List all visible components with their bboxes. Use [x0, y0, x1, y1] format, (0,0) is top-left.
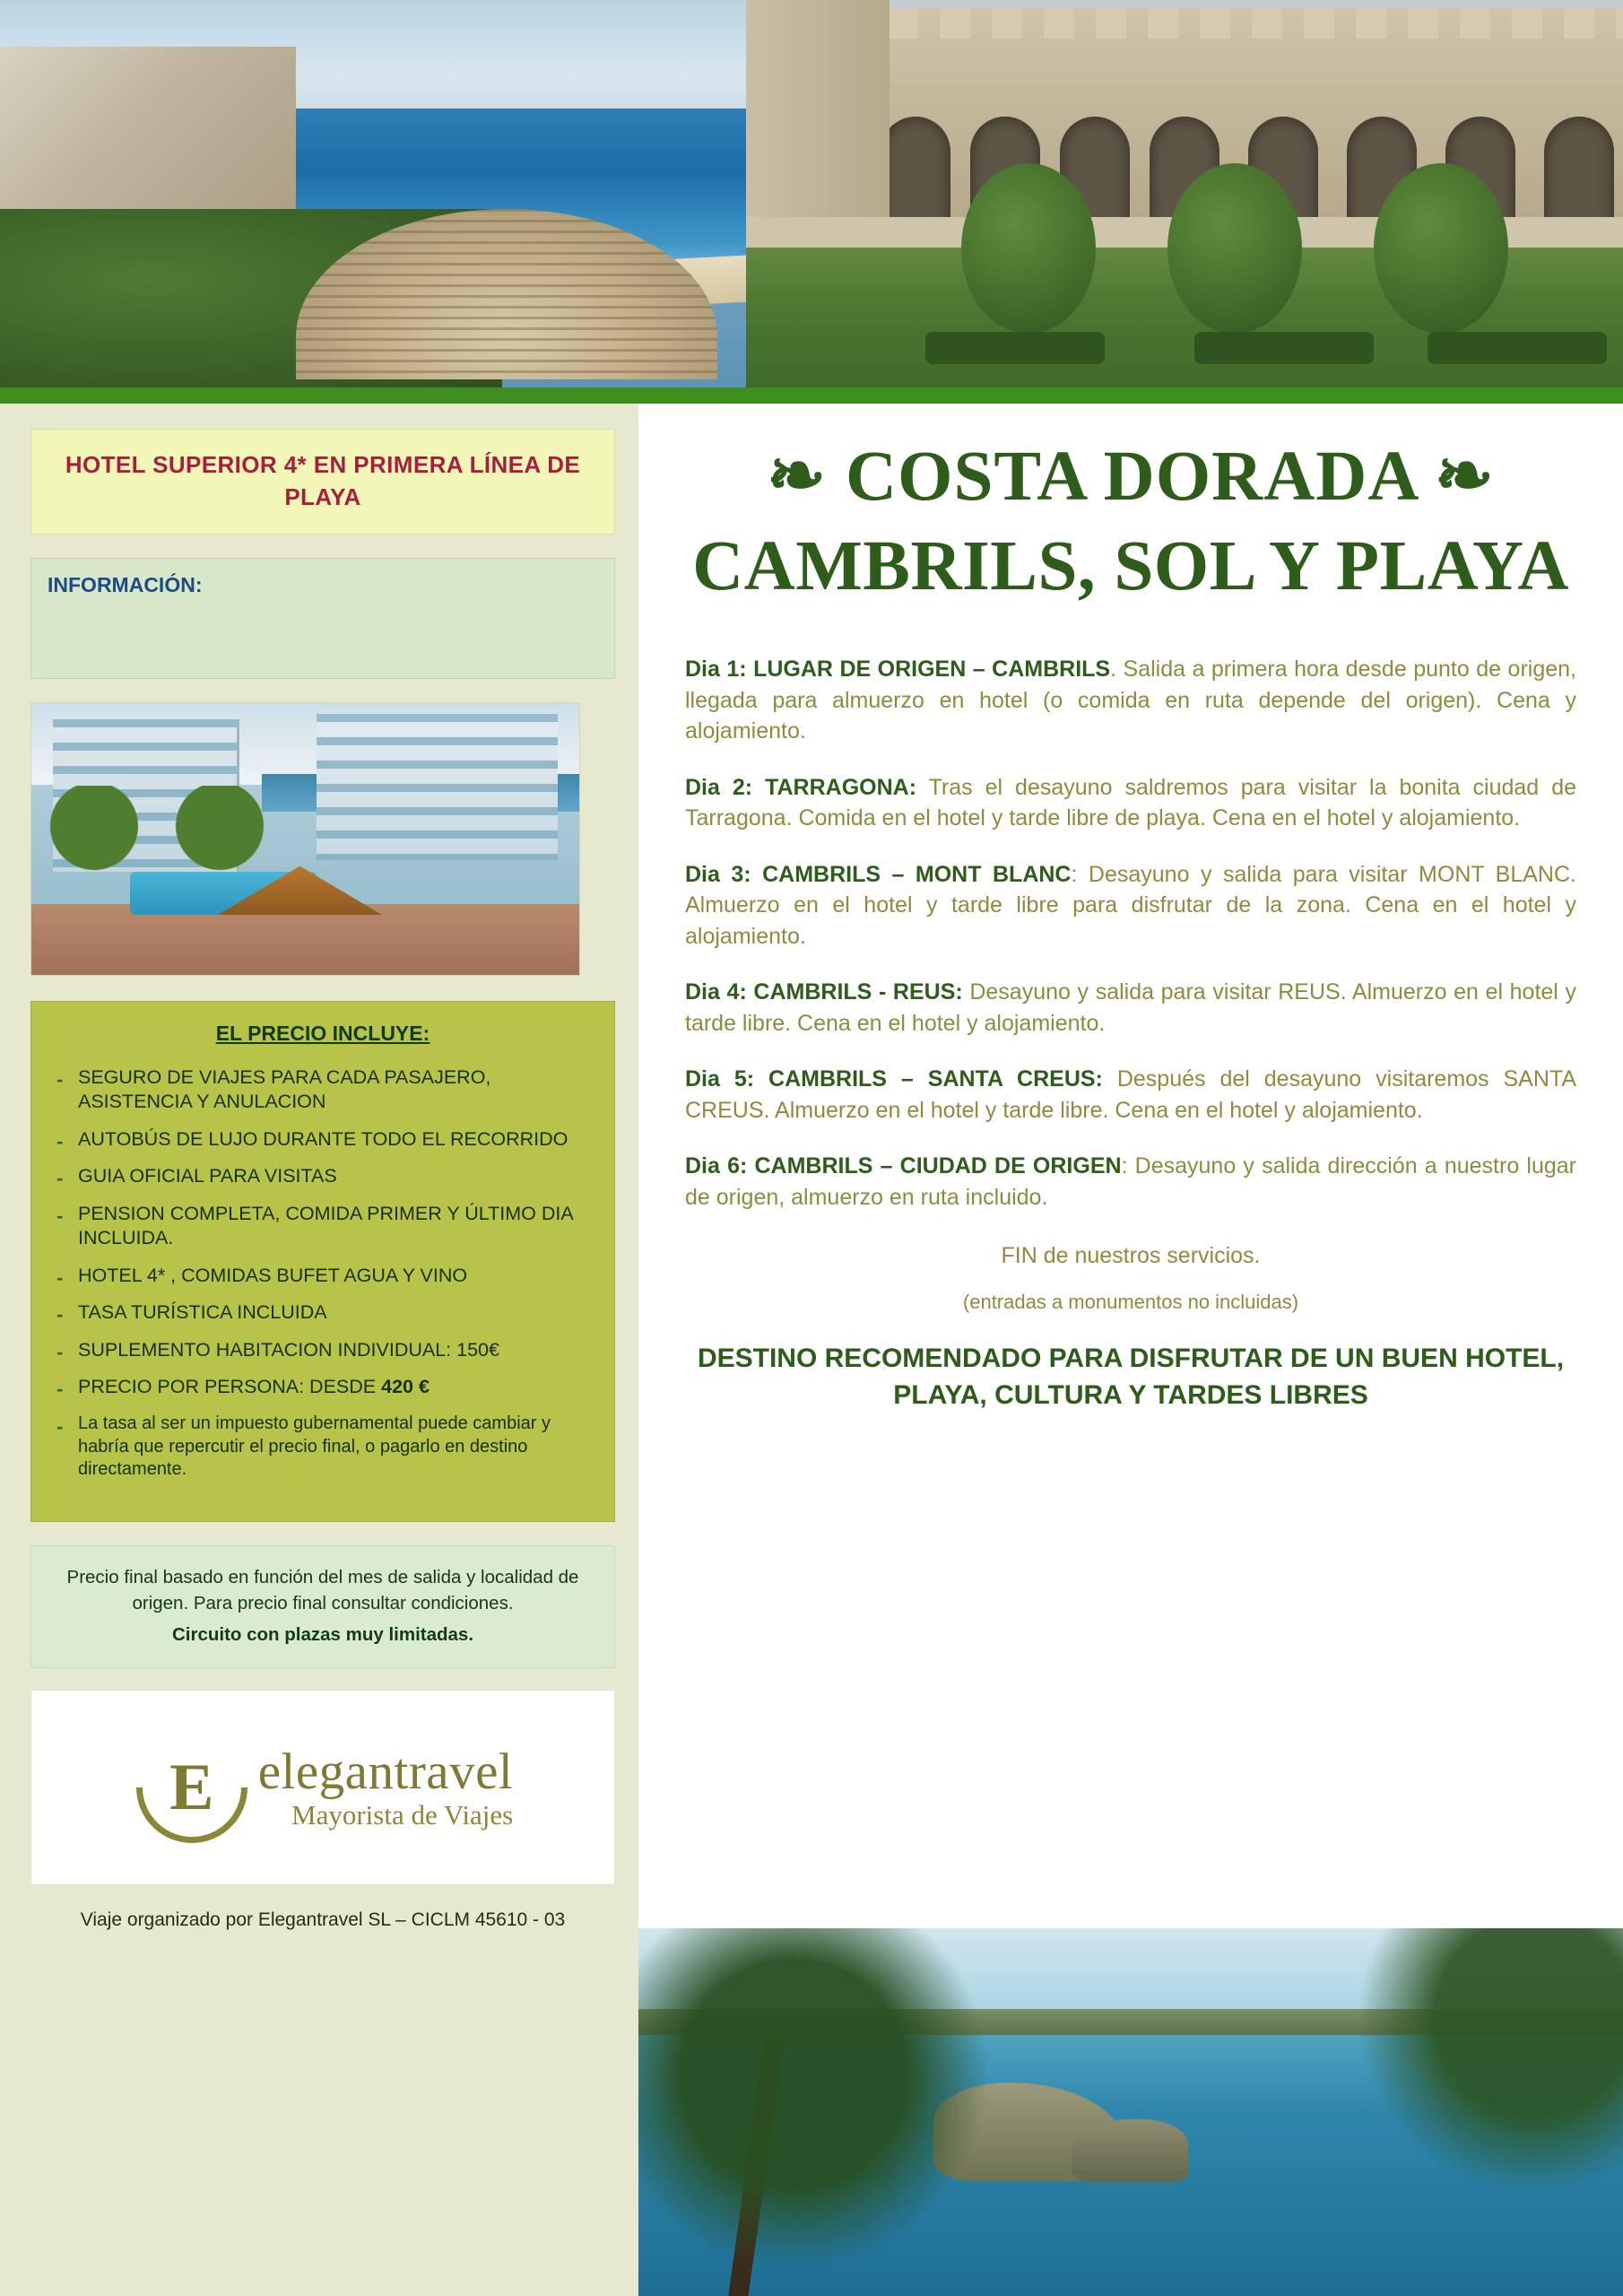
price-includes-box [30, 1001, 615, 1522]
services-end-text: FIN de nuestros servicios. [1001, 1243, 1261, 1268]
pine-branch [1327, 1928, 1623, 2224]
information-label: INFORMACIÓN: [48, 572, 203, 596]
list-item-text: SUPLEMENTO HABITACION INDIVIDUAL: 150€ [78, 1338, 499, 1361]
title-line-1-text: COSTA DORADA [845, 438, 1417, 516]
itinerary-day-lead: Dia 4: CAMBRILS - REUS: [685, 979, 963, 1004]
hotel-highlight-box [30, 429, 615, 535]
tax-note-text: La tasa al ser un impuesto gubernamental puede cambiar y habría que repercutir el precio final, o pagarlo en destino directamente. [78, 1413, 551, 1480]
hero-photo-band [0, 0, 1623, 387]
itinerary-day-lead: Dia 5: CAMBRILS – SANTA CREUS: [685, 1066, 1103, 1091]
conditions-note-text: Precio final basado en función del mes de salida y localidad de origen. Para precio final consultar condiciones. [66, 1566, 579, 1613]
itinerary-day-lead: Dia 2: TARRAGONA: [685, 774, 917, 800]
itinerary-day [685, 654, 1576, 747]
itinerary-day-text: : Desayuno y salida para visitar MONT BLANC. Almuerzo en el hotel y tarde libre para disfrutar de la zona. Cena en el hotel y alojamiento. [685, 861, 1576, 949]
dash-icon: - [56, 1414, 64, 1438]
brochure-body [0, 404, 1623, 2296]
laurel-wreath-icon [133, 1728, 251, 1847]
agency-logo-box [30, 1690, 615, 1885]
itinerary-day-text: : Desayuno y salida dirección a nuestro lugar de origen, almuerzo en ruta incluido. [685, 1153, 1576, 1210]
list-item [55, 1264, 591, 1289]
list-item [55, 1164, 591, 1189]
itinerary-day-lead: Dia 3: CAMBRILS – MONT BLANC [685, 861, 1072, 887]
green-divider-rule [0, 387, 1623, 404]
title-line-1 [685, 434, 1576, 517]
dash-icon: - [56, 1303, 64, 1326]
price-includes-title: EL PRECIO INCLUYE: [215, 1021, 430, 1045]
bottom-photo-cove [638, 1928, 1623, 2296]
hero-photo-tarragona [0, 0, 746, 387]
itinerary-day-text: Tras el desayuno saldremos para visitar la bonita ciudad de Tarragona. Comida en el hotel y tarde libre de playa. Cena en el hotel y alojamiento. [685, 774, 1576, 831]
itinerary-list [685, 654, 1576, 1213]
itinerary-day-text: Desayuno y salida para visitar REUS. Almuerzo en el hotel y tarde libre. Cena en el hotel y alojamiento. [685, 979, 1576, 1036]
itinerary-day [685, 977, 1576, 1039]
itinerary-day [685, 859, 1576, 952]
palm-tree [40, 786, 148, 920]
price-includes-list [55, 1065, 591, 1482]
recommended-destination-text: DESTINO RECOMENDADO PARA DISFRUTAR DE UN BUEN HOTEL, PLAYA, CULTURA Y TARDES LIBRES [697, 1344, 1565, 1410]
itinerary-day-lead: Dia 6: CAMBRILS – CIUDAD DE ORIGEN [685, 1153, 1122, 1178]
list-item-tax-note [55, 1413, 591, 1482]
hotel-highlight-text: HOTEL SUPERIOR 4* EN PRIMERA LÍNEA DE PLAYA [65, 451, 581, 510]
title-line-2: CAMBRILS, SOL Y PLAYA [692, 527, 1569, 605]
list-item-price [55, 1375, 591, 1400]
itinerary-day-text: . Salida a primera hora desde punto de origen, llegada para almuerzo en hotel (o comida en ruta depende del origen). Cena y alojamiento. [685, 657, 1576, 744]
monuments-note-text: (entradas a monumentos no incluidas) [962, 1291, 1299, 1313]
logo-text [258, 1746, 514, 1829]
battlement-row [836, 8, 1623, 39]
page-title [685, 434, 1576, 607]
information-box [30, 558, 615, 679]
logo-tagline: Mayorista de Viajes [291, 1799, 514, 1831]
hedge-shape [1428, 332, 1607, 364]
itinerary-day [685, 1064, 1576, 1126]
dash-icon: - [56, 1129, 64, 1152]
dash-icon: - [56, 1167, 64, 1190]
list-item-text: SEGURO DE VIAJES PARA CADA PASAJERO, ASISTENCIA Y ANULACION [78, 1065, 491, 1113]
list-item-text: PENSION COMPLETA, COMIDA PRIMER Y ÚLTIMO DIA INCLUIDA. [78, 1202, 573, 1249]
list-item [55, 1065, 591, 1115]
tree-shape [1374, 163, 1508, 334]
list-item [55, 1202, 591, 1251]
conditions-note-box [30, 1545, 615, 1668]
hotel-photo [30, 702, 580, 976]
hedge-shape [1194, 332, 1374, 364]
dash-icon: - [56, 1265, 64, 1289]
tree-shape [1167, 163, 1302, 334]
hotel-building-right [317, 714, 558, 861]
logo-monogram: E [169, 1750, 214, 1824]
organizer-text: Viaje organizado por Elegantravel SL – CICLM 45610 - 03 [80, 1909, 566, 1931]
hedge-shape [925, 332, 1105, 364]
list-item-text: HOTEL 4* , COMIDAS BUFET AGUA Y VINO [78, 1264, 468, 1286]
logo-brand-name: elegantravel [257, 1744, 514, 1801]
list-item [55, 1338, 591, 1363]
dash-icon: - [56, 1067, 64, 1091]
pine-foliage [638, 1928, 1006, 2296]
logo-wrap [133, 1728, 514, 1847]
price-value: 420 € [381, 1376, 430, 1398]
itinerary-day-lead: Dia 1: LUGAR DE ORIGEN – CAMBRILS [685, 657, 1111, 682]
itinerary-day-text: Después del desayuno visitaremos SANTA CREUS. Almuerzo en el hotel y tarde libre. Cena en el hotel y alojamiento. [685, 1066, 1576, 1123]
dash-icon: - [56, 1378, 64, 1401]
flourish-right-icon: ❧ [1434, 438, 1495, 516]
left-info-column [0, 404, 638, 2296]
hero-photo-cloister [746, 0, 1623, 387]
balcony-rows [317, 714, 558, 861]
flourish-left-icon: ❧ [767, 438, 828, 516]
limited-places-text: Circuito con plazas muy limitadas. [171, 1623, 474, 1645]
dash-icon: - [56, 1204, 64, 1227]
tree-shape [961, 163, 1096, 334]
price-label: PRECIO POR PERSONA: DESDE [78, 1376, 382, 1398]
itinerary-day [685, 772, 1576, 834]
list-item-text: TASA TURÍSTICA INCLUIDA [78, 1301, 327, 1324]
itinerary-day [685, 1151, 1576, 1213]
list-item [55, 1127, 591, 1152]
list-item-text: GUIA OFICIAL PARA VISITAS [78, 1165, 337, 1187]
palm-tree [166, 786, 273, 920]
rock-formation [1072, 2119, 1188, 2182]
list-item-text: AUTOBÚS DE LUJO DURANTE TODO EL RECORRIDO [78, 1127, 568, 1150]
dash-icon: - [56, 1340, 64, 1363]
list-item [55, 1300, 591, 1326]
